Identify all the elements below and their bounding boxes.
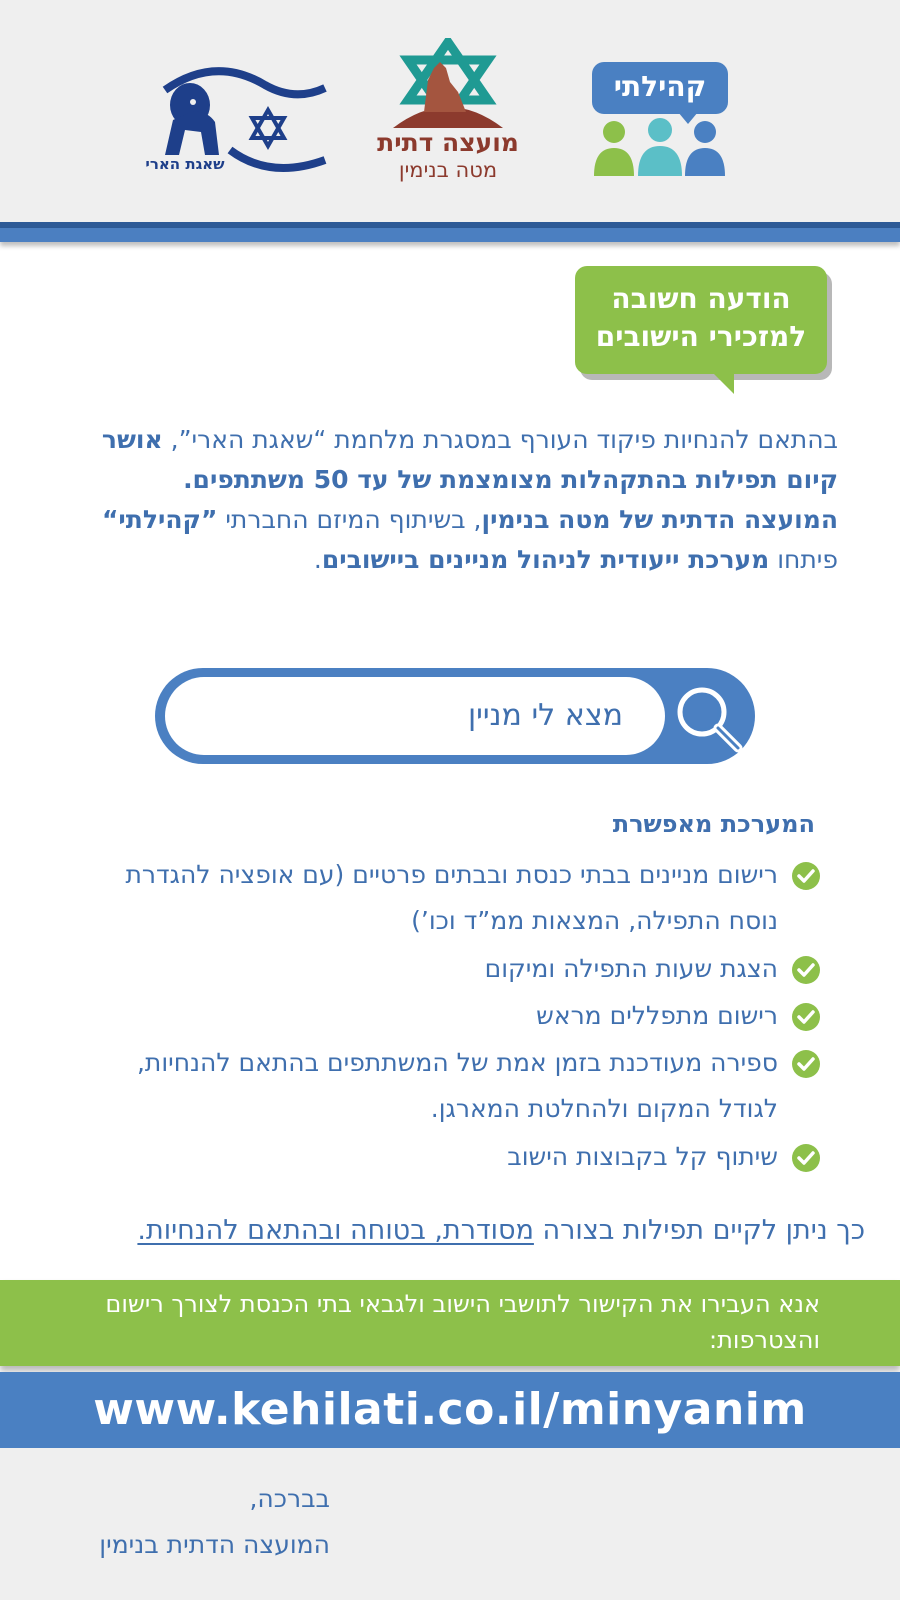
people-icon	[588, 118, 733, 178]
intro-p2-system: מערכת ייעודית לניהול מניינים ביישובים	[321, 545, 770, 574]
important-notice-banner	[575, 266, 827, 374]
check-circle-icon	[792, 1144, 820, 1172]
closing-lead: כך ניתן לקיים תפילות בצורה	[533, 1215, 865, 1246]
religious-council-logo	[358, 38, 538, 188]
feature-text: רישום מניינים בבתי כנסת ובבתים פרטיים (עם אופציה להגדרת נוסח התפילה, המצאות ממ”ד וכו’)	[125, 860, 778, 935]
notice-bubble-tail	[712, 372, 734, 394]
kehilati-logo	[588, 60, 733, 180]
notice-line-1: הודעה חשובה	[611, 282, 791, 315]
footer	[0, 1448, 900, 1600]
intro-p2-plain: , בשיתוף המיזם החברתי	[217, 505, 482, 534]
check-circle-icon	[792, 1003, 820, 1031]
magnifier-search-icon[interactable]	[668, 680, 748, 754]
wolf-star-emblem-icon	[388, 38, 508, 130]
intro-p1-plain: בהתאם להנחיות פיקוד העורף במסגרת מלחמת “שאגת הארי”,	[162, 425, 838, 454]
feature-text: שיתוף קל בקבוצות הישוב	[507, 1142, 778, 1171]
intro-p2-developed: פיתחו	[769, 545, 838, 574]
feature-item	[120, 1040, 820, 1132]
roaring-lion-flag-logo	[145, 60, 330, 185]
feature-text: רישום מתפללים מראש	[536, 1001, 778, 1030]
closing-line	[40, 1215, 865, 1246]
closing-underlined: מסודרת, בטוחה ובהתאם להנחיות.	[137, 1215, 534, 1246]
share-instructions-text: אנא העבירו את הקישור לתושבי הישוב ולגבאי בתי הכנסת לצורך רישום והצטרפות:	[105, 1290, 820, 1354]
feature-item	[120, 946, 820, 992]
header-stripe	[0, 228, 900, 242]
signature-name: המועצה הדתית בנימין	[99, 1530, 330, 1559]
intro-p1-bold: אושר קיום תפילות בהתקהלות מצומצמת של עד 50 משתתפים.	[101, 425, 838, 494]
feature-item	[120, 852, 820, 944]
intro-paragraph-1	[98, 420, 838, 500]
kehilati-logo-text: קהילתי	[592, 62, 728, 114]
signature-greeting: בברכה,	[249, 1484, 330, 1513]
flag-caption: שאגת הארי	[145, 155, 225, 173]
feature-item	[120, 993, 820, 1039]
minyanim-link[interactable]: www.kehilati.co.il/minyanim	[93, 1384, 807, 1435]
features-title: המערכת מאפשרת	[612, 810, 815, 838]
intro-p2-kehilati: ”קהילתי“	[102, 505, 218, 534]
feature-item	[120, 1134, 820, 1180]
council-subtitle: מטה בנימין	[398, 158, 498, 182]
feature-text: הצגת שעות התפילה ומיקום	[484, 954, 778, 983]
feature-text: ספירה מעודכנת בזמן אמת של המשתתפים בהתאם להנחיות, לגודל המקום ולהחלטת המארגן.	[136, 1048, 778, 1123]
intro-text	[98, 420, 838, 580]
council-title: מועצה דתית	[377, 128, 519, 157]
check-circle-icon	[792, 862, 820, 890]
check-circle-icon	[792, 1050, 820, 1078]
intro-p2-council: המועצה הדתית של מטה בנימין	[481, 505, 838, 534]
intro-paragraph-2	[98, 500, 838, 580]
find-minyan-search-field[interactable]: מצא לי מניין	[165, 677, 665, 755]
notice-line-2: למזכירי הישובים	[595, 320, 807, 353]
intro-p2-period: .	[313, 545, 322, 574]
check-circle-icon	[792, 956, 820, 984]
